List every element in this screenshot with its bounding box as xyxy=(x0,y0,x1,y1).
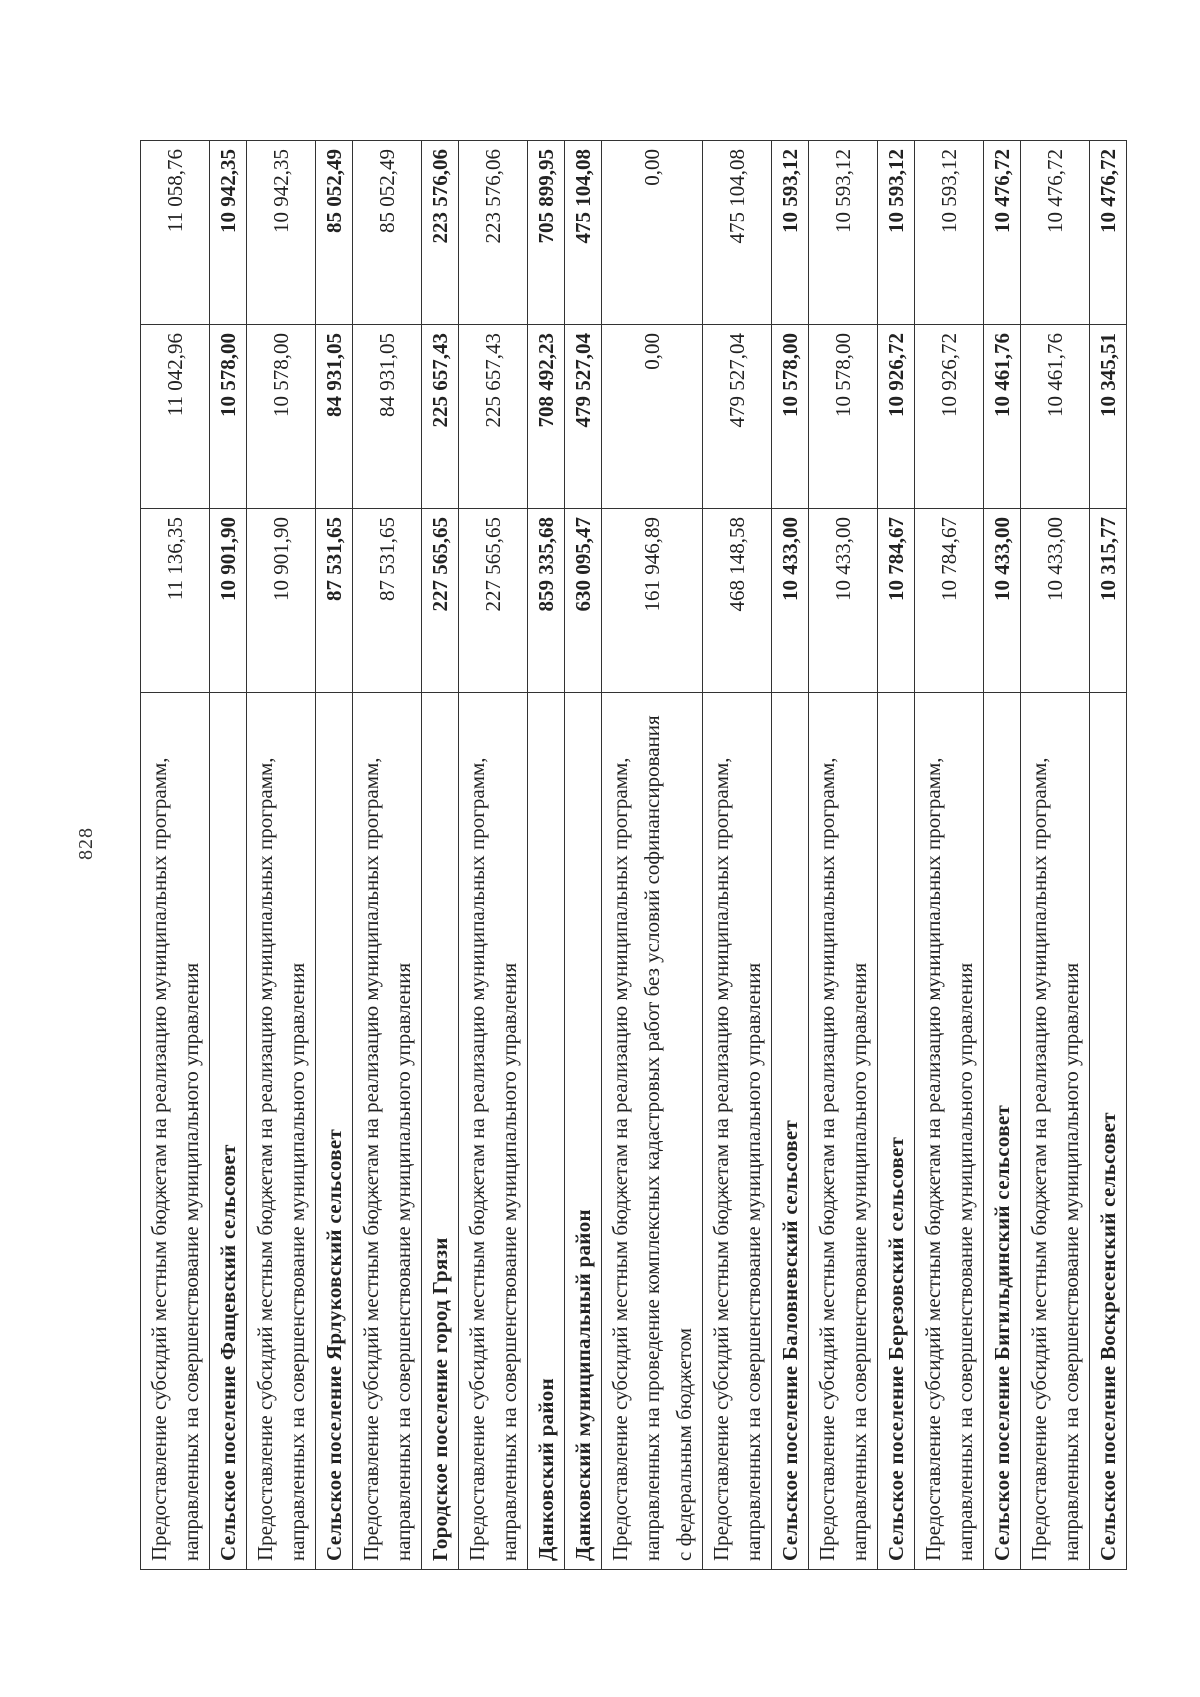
row-label: Предоставление субсидий местным бюджетам на реализацию муниципальных программ, направленных на совершенствование муниципального управления xyxy=(1021,693,1090,1570)
row-value-2: 10 578,00 xyxy=(772,325,809,509)
row-label: Предоставление субсидий местным бюджетам на реализацию муниципальных программ, направленных на совершенствование муниципального управления xyxy=(915,693,984,1570)
row-value-1: 10 901,90 xyxy=(247,509,316,693)
row-value-3: 475 104,08 xyxy=(565,141,602,325)
table-row xyxy=(915,141,984,1570)
row-label: Сельское поселение Баловневский сельсовет xyxy=(772,693,809,1570)
row-value-3: 10 593,12 xyxy=(915,141,984,325)
table-row-group xyxy=(878,141,915,1570)
table-row xyxy=(1021,141,1090,1570)
budget-table xyxy=(140,140,1127,1570)
row-label: Предоставление субсидий местным бюджетам на реализацию муниципальных программ, направленных на совершенствование муниципального управления xyxy=(459,693,528,1570)
row-label: Данковский район xyxy=(528,693,565,1570)
row-value-3: 475 104,08 xyxy=(703,141,772,325)
row-value-3: 10 942,35 xyxy=(210,141,247,325)
row-value-3: 0,00 xyxy=(602,141,703,325)
table-row-group xyxy=(210,141,247,1570)
table-row xyxy=(703,141,772,1570)
row-value-2: 10 578,00 xyxy=(809,325,878,509)
row-value-1: 10 433,00 xyxy=(772,509,809,693)
row-label: Сельское поселение Бигильдинский сельсовет xyxy=(984,693,1021,1570)
row-label: Данковский муниципальный район xyxy=(565,693,602,1570)
table-row-group xyxy=(565,141,602,1570)
row-label: Городское поселение город Грязи xyxy=(422,693,459,1570)
row-value-1: 10 433,00 xyxy=(1021,509,1090,693)
table-row xyxy=(247,141,316,1570)
table-row-group xyxy=(528,141,565,1570)
row-value-1: 161 946,89 xyxy=(602,509,703,693)
row-value-2: 10 461,76 xyxy=(984,325,1021,509)
table-row xyxy=(141,141,210,1570)
row-value-2: 10 578,00 xyxy=(247,325,316,509)
row-value-2: 10 345,51 xyxy=(1090,325,1127,509)
row-value-2: 10 461,76 xyxy=(1021,325,1090,509)
row-value-2: 225 657,43 xyxy=(422,325,459,509)
table-row xyxy=(602,141,703,1570)
row-label: Предоставление субсидий местным бюджетам на реализацию муниципальных программ, направленных на проведение комплексных кадастровых работ без условий софинансирования с федеральным бюджетом xyxy=(602,693,703,1570)
row-label: Сельское поселение Ярлуковский сельсовет xyxy=(316,693,353,1570)
row-value-3: 10 476,72 xyxy=(1090,141,1127,325)
row-value-1: 87 531,65 xyxy=(316,509,353,693)
row-value-1: 10 315,77 xyxy=(1090,509,1127,693)
row-label: Сельское поселение Березовский сельсовет xyxy=(878,693,915,1570)
row-value-1: 10 433,00 xyxy=(809,509,878,693)
row-value-3: 85 052,49 xyxy=(316,141,353,325)
table-row-group xyxy=(422,141,459,1570)
row-value-3: 223 576,06 xyxy=(422,141,459,325)
row-label: Сельское поселение Фащевский сельсовет xyxy=(210,693,247,1570)
row-value-1: 10 433,00 xyxy=(984,509,1021,693)
row-value-1: 11 136,35 xyxy=(141,509,210,693)
row-value-3: 10 942,35 xyxy=(247,141,316,325)
table-row-group xyxy=(772,141,809,1570)
table-row xyxy=(459,141,528,1570)
row-value-3: 85 052,49 xyxy=(353,141,422,325)
row-label: Предоставление субсидий местным бюджетам на реализацию муниципальных программ, направленных на совершенствование муниципального управления xyxy=(353,693,422,1570)
row-value-2: 479 527,04 xyxy=(565,325,602,509)
row-value-2: 10 578,00 xyxy=(210,325,247,509)
row-value-2: 10 926,72 xyxy=(878,325,915,509)
table-row xyxy=(809,141,878,1570)
row-value-2: 708 492,23 xyxy=(528,325,565,509)
row-value-2: 10 926,72 xyxy=(915,325,984,509)
row-value-3: 10 476,72 xyxy=(1021,141,1090,325)
row-value-2: 84 931,05 xyxy=(316,325,353,509)
table-row xyxy=(353,141,422,1570)
row-value-1: 10 901,90 xyxy=(210,509,247,693)
document-table-wrapper xyxy=(140,140,1127,1570)
row-label: Сельское поселение Воскресенский сельсовет xyxy=(1090,693,1127,1570)
row-value-1: 859 335,68 xyxy=(528,509,565,693)
row-value-1: 10 784,67 xyxy=(915,509,984,693)
row-value-1: 87 531,65 xyxy=(353,509,422,693)
row-label: Предоставление субсидий местным бюджетам на реализацию муниципальных программ, направленных на совершенствование муниципального управления xyxy=(141,693,210,1570)
row-value-1: 630 095,47 xyxy=(565,509,602,693)
row-value-2: 225 657,43 xyxy=(459,325,528,509)
row-label: Предоставление субсидий местным бюджетам на реализацию муниципальных программ, направленных на совершенствование муниципального управления xyxy=(809,693,878,1570)
table-row-group xyxy=(984,141,1021,1570)
row-value-3: 223 576,06 xyxy=(459,141,528,325)
row-value-2: 11 042,96 xyxy=(141,325,210,509)
row-label: Предоставление субсидий местным бюджетам на реализацию муниципальных программ, направленных на совершенствование муниципального управления xyxy=(703,693,772,1570)
row-value-3: 10 476,72 xyxy=(984,141,1021,325)
row-value-2: 0,00 xyxy=(602,325,703,509)
row-value-1: 227 565,65 xyxy=(422,509,459,693)
row-value-3: 10 593,12 xyxy=(809,141,878,325)
table-row-group xyxy=(1090,141,1127,1570)
row-value-1: 227 565,65 xyxy=(459,509,528,693)
page-number: 828 xyxy=(75,827,97,860)
row-value-3: 11 058,76 xyxy=(141,141,210,325)
row-value-1: 10 784,67 xyxy=(878,509,915,693)
row-label: Предоставление субсидий местным бюджетам на реализацию муниципальных программ, направленных на совершенствование муниципального управления xyxy=(247,693,316,1570)
row-value-3: 705 899,95 xyxy=(528,141,565,325)
row-value-2: 479 527,04 xyxy=(703,325,772,509)
budget-table-body xyxy=(141,141,1127,1570)
row-value-3: 10 593,12 xyxy=(772,141,809,325)
table-row-group xyxy=(316,141,353,1570)
row-value-1: 468 148,58 xyxy=(703,509,772,693)
row-value-3: 10 593,12 xyxy=(878,141,915,325)
row-value-2: 84 931,05 xyxy=(353,325,422,509)
